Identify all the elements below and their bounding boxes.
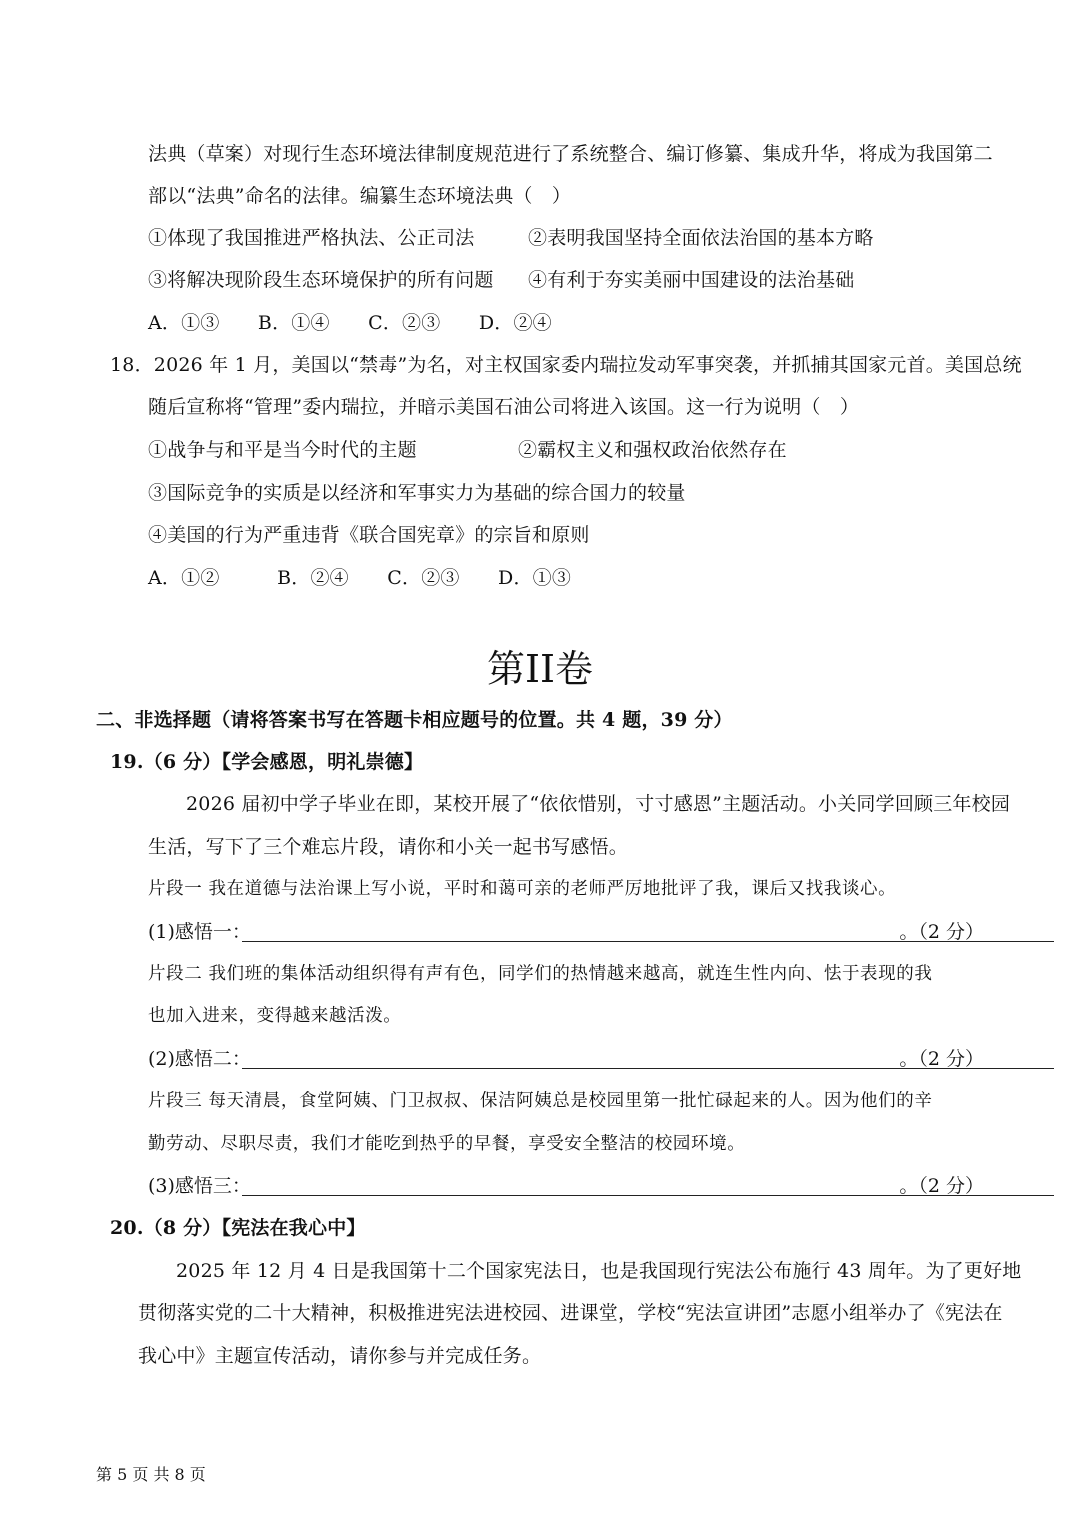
q19-answer-1-row xyxy=(148,918,984,946)
q19-answer-3-row xyxy=(148,1172,984,1200)
q18-option-2: ②霸权主义和强权政治依然存在 xyxy=(518,439,787,461)
q18-stem-line-2: 随后宣称将“管理”委内瑞拉，并暗示美国石油公司将进入该国。这一行为说明（ ） xyxy=(148,396,860,418)
q19-heading: 19.（6 分）【学会感恩，明礼崇德】 xyxy=(110,751,424,773)
q17-option-1: ①体现了我国推进严格执法、公正司法 xyxy=(148,227,475,249)
q19-answer-2-points: 。（2 分） xyxy=(899,1048,984,1070)
q17-stem-line-1: 法典（草案）对现行生态环境法律制度规范进行了系统整合、编订修纂、集成升华，将成为我国第二 xyxy=(148,143,993,165)
q20-intro-line-1: 2025 年 12 月 4 日是我国第十二个国家宪法日，也是我国现行宪法公布施行 43 周年。为了更好地 xyxy=(176,1260,1022,1282)
q19-segment-2-line-2: 也加入进来，变得越来越活泼。 xyxy=(148,1006,402,1026)
section-title: 第II卷 xyxy=(486,647,594,691)
q20-intro-line-2: 贯彻落实党的二十大精神，积极推进宪法进校园、进课堂，学校“宪法宣讲团”志愿小组举办了《宪法在 xyxy=(138,1302,1003,1324)
q18-option-3: ③国际竞争的实质是以经济和军事实力为基础的综合国力的较量 xyxy=(148,482,686,504)
q19-segment-1: 片段一 我在道德与法治课上写小说，平时和蔼可亲的老师严厉地批评了我，课后又找我谈心。 xyxy=(148,879,897,899)
q19-answer-2-row xyxy=(148,1045,984,1073)
q19-answer-3-points: 。（2 分） xyxy=(899,1175,984,1197)
q19-answer-1-label: (1)感悟一： xyxy=(148,921,251,943)
q20-heading: 20.（8 分）【宪法在我心中】 xyxy=(110,1217,366,1239)
q18-option-1: ①战争与和平是当今时代的主题 xyxy=(148,439,417,461)
q19-answer-2-label: (2)感悟二： xyxy=(148,1048,251,1070)
q17-answer-choices: A．①③ B．①④ C．②③ D．②④ xyxy=(148,312,552,334)
q17-option-4: ④有利于夯实美丽中国建设的法治基础 xyxy=(528,269,855,291)
q17-stem-line-2: 部以“法典”命名的法律。编纂生态环境法典（ ） xyxy=(148,185,572,207)
q20-intro-line-3: 我心中》主题宣传活动，请你参与并完成任务。 xyxy=(138,1345,542,1367)
q17-option-3: ③将解决现阶段生态环境保护的所有问题 xyxy=(148,269,494,291)
q18-answer-choices: A．①② B．②④ C．②③ D．①③ xyxy=(148,567,572,589)
q19-segment-3-line-2: 勤劳动、尽职尽责，我们才能吃到热乎的早餐，享受安全整洁的校园环境。 xyxy=(148,1134,746,1154)
q19-intro-line-2: 生活，写下了三个难忘片段，请你和小关一起书写感悟。 xyxy=(148,836,629,858)
q17-option-2: ②表明我国坚持全面依法治国的基本方略 xyxy=(528,227,874,249)
q19-segment-2-line-1: 片段二 我们班的集体活动组织得有声有色，同学们的热情越来越高，就连生性内向、怯于表现的我 xyxy=(148,964,933,984)
q18-stem-line-1: 18．2026 年 1 月，美国以“禁毒”为名，对主权国家委内瑞拉发动军事突袭，并抓捕其国家元首。美国总统 xyxy=(110,354,1022,376)
page-number-footer: 第 5 页 共 8 页 xyxy=(96,1465,206,1484)
q18-option-4: ④美国的行为严重违背《联合国宪章》的宗旨和原则 xyxy=(148,524,590,546)
q19-answer-1-points: 。（2 分） xyxy=(899,921,984,943)
q19-intro-line-1: 2026 届初中学子毕业在即，某校开展了“依依惜别，寸寸感恩”主题活动。小关同学回顾三年校园 xyxy=(186,793,1011,815)
q19-segment-3-line-1: 片段三 每天清晨，食堂阿姨、门卫叔叔、保洁阿姨总是校园里第一批忙碌起来的人。因为他们的辛 xyxy=(148,1091,933,1111)
q19-answer-3-label: (3)感悟三： xyxy=(148,1175,251,1197)
part2-heading: 二、非选择题（请将答案书写在答题卡相应题号的位置。共 4 题，39 分） xyxy=(96,709,733,731)
